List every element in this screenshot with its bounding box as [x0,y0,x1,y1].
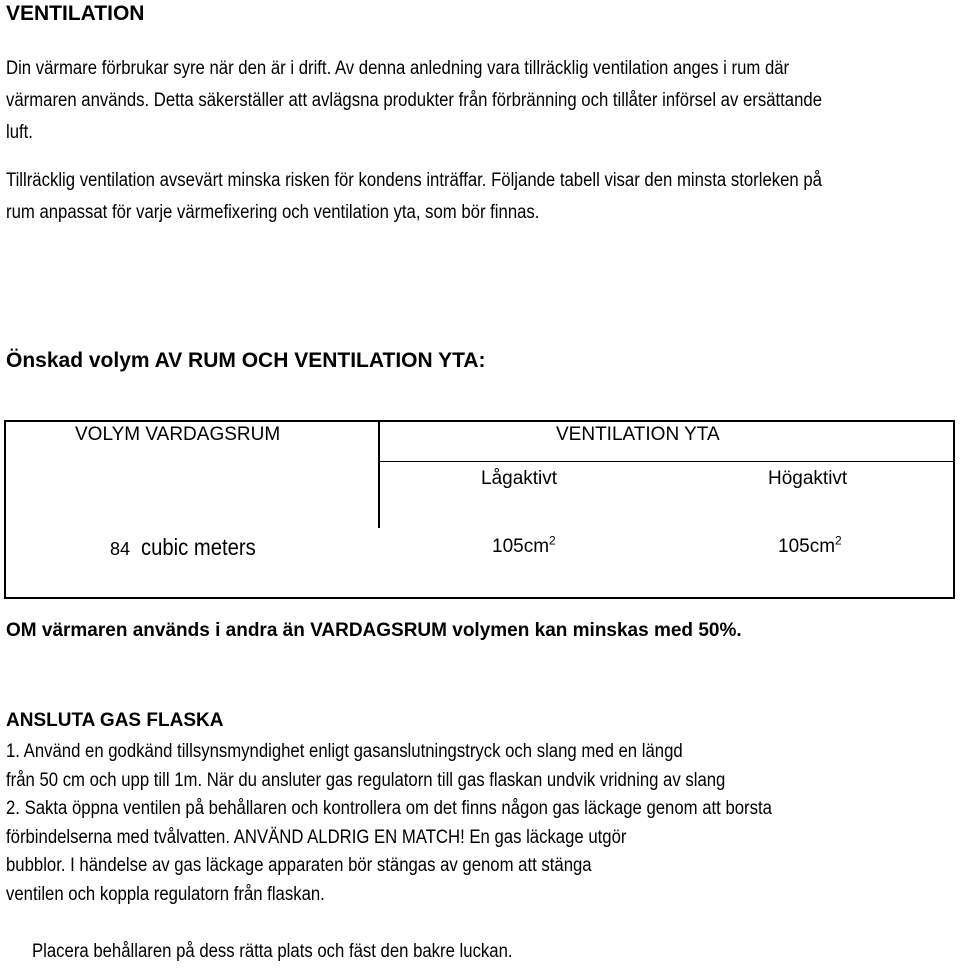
gas-line: 1. Använd en godkänd tillsynsmyndighet enligt gasanslutningstryck och slang med en längd [6,741,683,762]
table-cell-volume [110,535,271,562]
table-cell-low [492,535,556,559]
page-title: VENTILATION [6,2,145,25]
table-header-volume: VOLYM VARDAGSRUM [75,424,281,445]
final-instruction [32,936,513,968]
table-border-col [378,420,380,528]
table-subheader-low: Lågaktivt [481,468,558,489]
high-exponent: 2 [835,533,842,548]
gas-line: förbindelserna med tvålvatten. ANVÄND ALDRIG EN MATCH! En gas läckage utgör [6,826,627,848]
ventilation-paragraph [6,165,822,229]
intro-line: luft. [6,122,33,143]
table-border-right [953,420,955,599]
table-header-ventilation: VENTILATION YTA [556,424,720,445]
table-cell-high [778,535,842,559]
ventilation-line: rum anpassat för varje värmefixering och ventilation yta, som bör finnas. [6,202,540,223]
low-exponent: 2 [549,533,556,548]
table-border-bottom [4,597,955,599]
gas-instructions [6,738,772,910]
section-heading: Önskad volym AV RUM OCH VENTILATION YTA: [6,349,486,372]
gas-line: 2. Sakta öppna ventilen på behållaren och kontrollera om det finns någon gas läckage genom att borsta [6,798,772,820]
gas-line: från 50 cm och upp till 1m. När du ansluter gas regulatorn till gas flaskan undvik vridning av slang [6,769,726,791]
table-border-mid [380,461,955,462]
volume-number: 84 [110,539,131,559]
table-border-top [4,420,955,422]
gas-heading: ANSLUTA GAS FLASKA [6,710,224,731]
intro-line: Din värmare förbrukar syre när den är i drift. Av denna anledning vara tillräcklig ventilation anges i rum där [6,58,790,79]
table-subheader-high: Högaktivt [768,468,848,489]
ventilation-line: Tillräcklig ventilation avsevärt minska risken för kondens inträffar. Följande tabell visar den minsta storleken på [6,170,822,191]
low-value: 105cm [492,536,550,557]
intro-line: värmaren används. Detta säkerställer att avlägsna produkter från förbränning och tillåter införsel av ersättande [6,90,823,111]
table-border-left [4,420,6,599]
high-value: 105cm [778,536,836,557]
final-line: Placera behållaren på dess rätta plats och fäst den bakre luckan. [32,941,513,962]
gas-line: ventilen och koppla regulatorn från flaskan. [6,883,325,905]
volume-note: OM värmaren används i andra än VARDAGSRUM volymen kan minskas med 50%. [6,620,742,641]
gas-line: bubblor. I händelse av gas läckage apparaten bör stängas av genom att stänga [6,855,592,877]
volume-unit: cubic meters [140,534,256,560]
intro-paragraph [6,53,822,149]
